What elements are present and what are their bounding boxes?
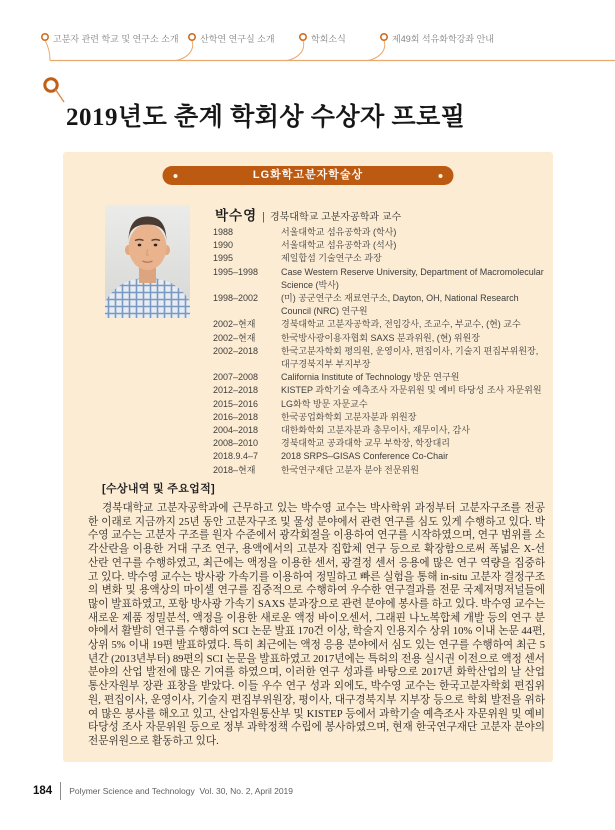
bio-period: 1995: [213, 253, 234, 264]
bio-desc: 한국고분자학회 평의원, 운영이사, 편집이사, 기술지 편집부위원장, 대구경북지부 부지부장: [281, 345, 539, 370]
bio-row: [213, 437, 545, 450]
bio-desc: 한국방사광이용자협회 SAXS 분과위원, (현) 위원장: [281, 332, 481, 343]
award-badge-label: LG화학고분자학술상: [252, 169, 364, 181]
nav-bullet-icon: [42, 34, 48, 40]
bio-period: 2012–2018: [213, 385, 259, 396]
nav-item-schools: 고분자 관련 학교 및 연구소 소개: [53, 34, 179, 44]
bio-row: [213, 239, 545, 252]
bio-period: 2007–2008: [213, 372, 259, 383]
bio-row: [213, 411, 545, 424]
bio-desc: 제일합섬 기술연구소 과장: [281, 253, 382, 264]
nav-bullet-icon: [300, 34, 306, 40]
bio-row: [213, 332, 545, 345]
bio-row: [213, 266, 545, 292]
badge-dot-icon: [439, 174, 443, 178]
bio-period: 2008–2010: [213, 438, 259, 449]
page-title: 2019년도 춘계 학회상 수상자 프로필: [66, 104, 466, 131]
bio-row: [213, 226, 545, 239]
page-number: 184: [33, 785, 53, 797]
bio-desc: 경북대학교 공과대학 교무 부학장, 학장대리: [281, 438, 450, 449]
bio-period: 2018.9.4–7: [213, 451, 259, 462]
bio-desc: California Institute of Technology 방문 연구원: [281, 372, 460, 383]
award-badge: [163, 166, 454, 185]
bio-period: 1988: [213, 227, 234, 237]
bio-period: 2002–현재: [213, 332, 256, 343]
bio-period: 2015–2016: [213, 398, 259, 409]
nav-bullet-icon: [189, 34, 195, 40]
biography-list: [213, 226, 545, 477]
bio-desc: 서울대학교 섬유공학과 (석사): [281, 240, 397, 251]
bio-desc: Case Western Reserve University, Department of Macromolecular Science (박사): [281, 266, 544, 290]
name-separator: |: [262, 211, 265, 223]
achievements-heading: [수상내역 및 주요업적]: [102, 483, 215, 495]
achievements-section: [88, 480, 545, 749]
profile-photo: [105, 205, 190, 318]
bio-row: [213, 318, 545, 331]
bio-row: [213, 424, 545, 437]
bio-desc: (미) 공군연구소 재료연구소, Dayton, OH, National Research Council (NRC) 연구원: [281, 293, 519, 317]
achievements-body: 경북대학교 고분자공학과에 근무하고 있는 박수영 교수는 박사학위 과정부터 고분자구조를 전공한 이래로 지금까지 25년 동안 고분자구조 및 물성 분야에서 관련 연구를 심도 있게 수행하고 있다. 박수영 교수는 고분자 구조를 원자 수준에서 광각회절을 이용하여 연구를 시작하였으며, 연구 범위를 소각산란을 이용한 거대 구조 연구, 용액에서의 고분자 집합체 연구 등으로 확장함으로써 폭넓은 X-선 산란 연구를 수행하였고, 최근에는 액정을 이용한 센서, 광결정 센서 응용에 많은 연구 역량을 집중하고 있다. 박수영 교수는 방사광 가속기를 이용하여 정밀하고 빠른 실험을 통해 in-situ 고분자 결정구조의 변화 및 용액상의 마이셀 연구를 집중적으로 수행하여 우수한 연구결과를 전문 국제저명저널들에 많이 발표하였고, 포항 방사광 가속기 SAXS 분과장으로 관련 분야에 봉사를 하고 있다. 박수영 교수는 새로운 제품 정밀분석, 액정을 이용한 새로운 액정 바이오센서, 그래핀 나노복합체 개발 등의 연구 분야에서 활발히 연구를 수행하여 SCI 논문 발표 170건 이상, 학술지 인용지수 상위 10% 이내 논문 44편, 상위 5% 이내 19편 발표하였다. 특히 최근에는 액정 응용 분야에서 심도 있는 연구를 수행하여 최근 5년간 (2013년부터) 89편의 SCI 논문을 발표하였고 2017년에는 특허의 전용 실시권 이전으로 액정 센서분야의 산업 발전에 많은 기여를 하였으며, 이러한 연구 성과를 바탕으로 2017년 화학산업의 날 산업통산자원부 장관 표창을 받았다. 이들 우수 연구 성과 외에도, 박수영 교수는 한국고분자학회 편집위원, 편집이사, 운영이사, 기술지 편집부위원장, 평이사, 대구경북지부 지부장 등으로 학회 발전을 위하여 많은 봉사를 해오고 있고, 산업자원통산부 및 KISTEP 등에서 과학기술 예측조사 자문위원 및 예비 타당성 조사 자문위원 등으로 정부 과학정책 수립에 봉사하였으며, 현재 한국연구재단 고분자 분야의 전문위원으로 활동하고 있다.: [88, 503, 545, 747]
nav-item-labs: 산학연 연구실 소개: [200, 34, 275, 44]
journal-title: Polymer Science and Technology Vol. 30, No. 2, April 2019: [69, 786, 294, 796]
bio-row: [213, 464, 545, 477]
bio-row: [213, 384, 545, 397]
profile-name: 박수영: [215, 208, 258, 223]
bio-desc: 한국공업화학회 고분자분과 위원장: [281, 411, 417, 422]
bio-period: 2002–현재: [213, 319, 256, 330]
bio-period: 2018–현재: [213, 464, 256, 475]
bio-period: 1995–1998: [213, 266, 259, 277]
badge-dot-icon: [174, 174, 178, 178]
bio-row: [213, 292, 545, 318]
bio-row: [213, 371, 545, 384]
bio-row: [213, 345, 545, 371]
footer-divider: [60, 782, 61, 800]
bio-desc: 2018 SRPS–GISAS Conference Co-Chair: [281, 451, 449, 462]
nav-bullet-icon: [381, 34, 387, 40]
bio-row: [213, 398, 545, 411]
profile-header: [215, 204, 401, 225]
bio-row: [213, 252, 545, 265]
profile-affiliation: 경북대학교 고분자공학과 교수: [269, 212, 402, 223]
bio-period: 2004–2018: [213, 425, 259, 436]
bio-row: [213, 450, 545, 463]
nav-item-lecture: 제49회 석유화학강좌 안내: [392, 34, 494, 44]
bio-period: 2016–2018: [213, 411, 259, 422]
bio-desc: KISTEP 과학기술 예측조사 자문위원 및 예비 타당성 조사 자문위원: [281, 385, 542, 396]
bio-desc: 서울대학교 섬유공학과 (학사): [281, 227, 397, 237]
bio-desc: 대한화학회 고분자분과 총무이사, 재무이사, 감사: [281, 425, 470, 436]
bio-period: 1998–2002: [213, 293, 259, 304]
bio-period: 2002–2018: [213, 345, 259, 356]
bio-period: 1990: [213, 240, 234, 251]
bio-desc: 한국연구재단 고분자 분야 전문위원: [281, 464, 419, 475]
page-footer: [33, 782, 293, 800]
bio-desc: 경북대학교 고분자공학과, 전임강사, 조교수, 부교수, (현) 교수: [281, 319, 521, 330]
nav-item-news: 학회소식: [311, 34, 346, 44]
bio-desc: LG화학 방문 자문교수: [281, 398, 368, 409]
